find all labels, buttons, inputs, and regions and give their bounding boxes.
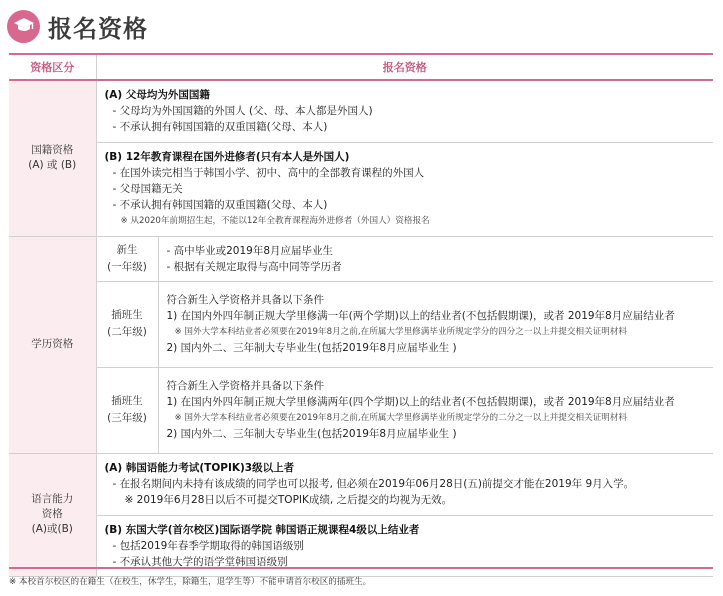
language-a-title: (A) 韩国语能力考试(TOPIK)3级以上者: [104, 462, 295, 474]
graduation-cap-icon: [7, 10, 40, 43]
transfer3-condition-2: 2) 国内外二、三年制大专毕业生(包括2019年8月应届毕业生 ): [166, 428, 457, 440]
list-item: - 不承认其他大学的语学堂韩国语级别: [112, 555, 288, 568]
nationality-option-a: [96, 80, 713, 142]
freshman-requirements: [158, 236, 713, 281]
nationality-row-b: [9, 142, 713, 236]
language-row-a: [9, 453, 713, 515]
nationality-option-b: [96, 142, 713, 236]
education-row-transfer3: [9, 367, 713, 453]
transfer3-condition-1: 1) 在国内外四年制正规大学里修满两年(四个学期)以上的结业者(不包括假期课)，或者 2019年8月应届结业者: [166, 396, 675, 408]
transfer3-label-grade: (三年级): [107, 412, 147, 424]
list-item: - 父母国籍无关: [112, 183, 183, 195]
nationality-b-note: ※ 从2020年前期招生起，不能以12年全教育课程海外进修者（外国人）资格报名: [120, 216, 430, 226]
transfer2-note: ※ 国外大学本科结业者必须要在2019年8月之前,在所属大学里修满毕业所规定学分的四分之一以上并提交相关证明材料: [174, 327, 628, 337]
transfer3-intro: 符合新生入学资格并具备以下条件: [166, 380, 324, 392]
nationality-row-a: [9, 80, 713, 142]
transfer3-note: ※ 国外大学本科结业者必须要在2019年8月之前,在所属大学里修满毕业所规定学分的二分之一以上并提交相关证明材料: [174, 413, 628, 423]
transfer2-condition-2: 2) 国内外二、三年制大专毕业生(包括2019年8月应届毕业生 ): [166, 342, 457, 354]
transfer3-label: [96, 367, 158, 453]
nationality-b-title: (B) 12年教育课程在国外进修者(只有本人是外国人): [104, 151, 350, 163]
transfer2-condition-1: 1) 在国内外四年制正规大学里修满一年(两个学期)以上的结业者(不包括假期课)，或者 2019年8月应届结业者: [166, 310, 675, 322]
language-option-a: [96, 453, 713, 515]
eligibility-table: [9, 53, 713, 577]
list-item: - 在报名期间内未持有该成绩的同学也可以报考, 但必须在2019年06月28日(五)前提交才能在2019年 9月入学。: [112, 478, 635, 490]
language-category: [9, 453, 96, 576]
list-item: - 根据有关规定取得与高中同等学历者: [166, 260, 342, 273]
page-title: 报名资格: [48, 14, 148, 43]
freshman-label-name: 新生: [116, 243, 138, 256]
transfer2-label: [96, 281, 158, 367]
language-category-label: 语言能力: [31, 493, 74, 505]
transfer2-requirements: [158, 281, 713, 367]
list-item: - 包括2019年春季学期取得的韩国语级别: [112, 539, 304, 552]
education-category: 学历资格: [9, 236, 96, 453]
header-category: 资格区分: [9, 54, 96, 80]
footnote: ※ 本校首尔校区的在籍生（在校生，休学生，除籍生，退学生等）不能申请首尔校区的插班生。: [9, 577, 372, 587]
language-a-note: ※ 2019年6月28日以后不可提交TOPIK成绩, 之后提交的均视为无效。: [124, 494, 453, 506]
freshman-label-grade: (一年级): [107, 260, 147, 273]
nationality-category-label: 国籍资格: [31, 144, 74, 157]
table-header-row: [9, 54, 713, 80]
nationality-category-condition: (A) 或 (B): [28, 159, 77, 172]
transfer3-label-name: 插班生: [111, 395, 143, 407]
language-category-label-2: 资格: [41, 508, 63, 520]
transfer2-label-name: 插班生: [111, 309, 143, 321]
transfer2-intro: 符合新生入学资格并具备以下条件: [166, 294, 324, 306]
list-item: - 在国外读完相当于韩国小学、初中、高中的全部教育课程的外国人: [112, 167, 425, 179]
nationality-a-title: (A) 父母均为外国国籍: [104, 89, 210, 102]
table-bottom-rule: [9, 567, 713, 569]
page-header: [7, 8, 148, 44]
language-category-condition: (A)或(B): [31, 523, 73, 535]
language-b-title: (B) 东国大学(首尔校区)国际语学院 韩国语正规课程4级以上结业者: [104, 523, 420, 536]
education-row-freshman: [9, 236, 713, 281]
education-row-transfer2: [9, 281, 713, 367]
nationality-category: [9, 80, 96, 236]
freshman-label: [96, 236, 158, 281]
list-item: - 父母均为外国国籍的外国人 (父、母、本人都是外国人): [112, 105, 373, 118]
transfer2-label-grade: (二年级): [107, 326, 147, 338]
list-item: - 不承认拥有韩国国籍的双重国籍(父母、本人): [112, 121, 328, 134]
transfer3-requirements: [158, 367, 713, 453]
list-item: - 高中毕业或2019年8月应届毕业生: [166, 244, 334, 257]
list-item: - 不承认拥有韩国国籍的双重国籍(父母、本人): [112, 199, 328, 211]
header-requirements: 报名资格: [96, 54, 713, 80]
